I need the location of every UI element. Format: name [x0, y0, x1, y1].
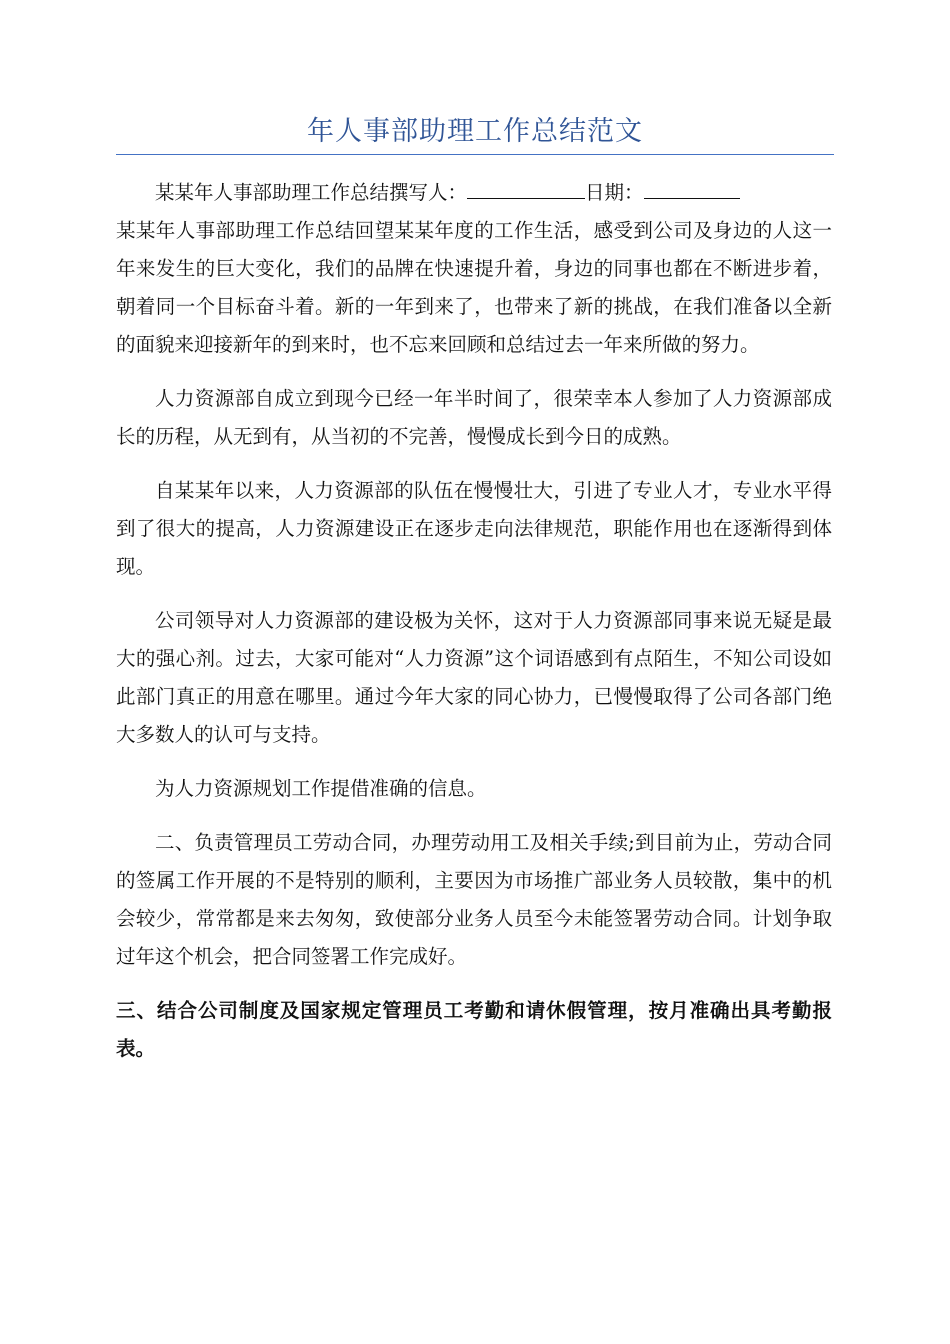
section-heading: 三、结合公司制度及国家规定管理员工考勤和请休假管理，按月准确出具考勤报表。 [116, 999, 832, 1060]
date-label: 日期： [585, 181, 644, 204]
author-label: 某某年人事部助理工作总结撰写人： [155, 181, 468, 204]
document-title: 年人事部助理工作总结范文 [307, 116, 643, 147]
paragraph-intro: 某某年人事部助理工作总结回望某某年度的工作生活，感受到公司及身边的人这一年来发生的巨大变化，我们的品牌在快速提升着，身边的同事也都在不断进步着，朝着同一个目标奋斗着。新的一年到来了，也带来了新的挑战，在我们准备以全新的面貌来迎接新年的到来时，也不忘来回顾和总结过去一年来所做的努力。 [116, 219, 832, 356]
paragraph-2: 人力资源部自成立到现今已经一年半时间了，很荣幸本人参加了人力资源部成长的历程，从无到有，从当初的不完善，慢慢成长到今日的成熟。 [116, 387, 832, 448]
date-blank [644, 176, 740, 199]
paragraph-4: 公司领导对人力资源部的建设极为关怀，这对于人力资源部同事来说无疑是最大的强心剂。过去，大家可能对“人力资源”这个词语感到有点陌生，不知公司设如此部门真正的用意在哪里。通过今年大家的同心协力，已慢慢取得了公司各部门绝大多数人的认可与支持。 [116, 609, 832, 746]
author-blank [467, 176, 585, 199]
document-body [116, 174, 832, 1084]
paragraph-6: 二、负责管理员工劳动合同，办理劳动用工及相关手续;到目前为止，劳动合同的签属工作开展的不是特别的顺利，主要因为市场推广部业务人员较散，集中的机会较少，常常都是来去匆匆，致使部分业务人员至今未能签署劳动合同。计划争取过年这个机会，把合同签署工作完成好。 [116, 831, 832, 968]
paragraph-5: 为人力资源规划工作提借准确的信息。 [155, 777, 487, 800]
author-date-line [116, 174, 832, 212]
title-underline [116, 154, 834, 155]
paragraph-3: 自某某年以来，人力资源部的队伍在慢慢壮大，引进了专业人才，专业水平得到了很大的提高，人力资源建设正在逐步走向法律规范，职能作用也在逐渐得到体现。 [116, 479, 832, 578]
